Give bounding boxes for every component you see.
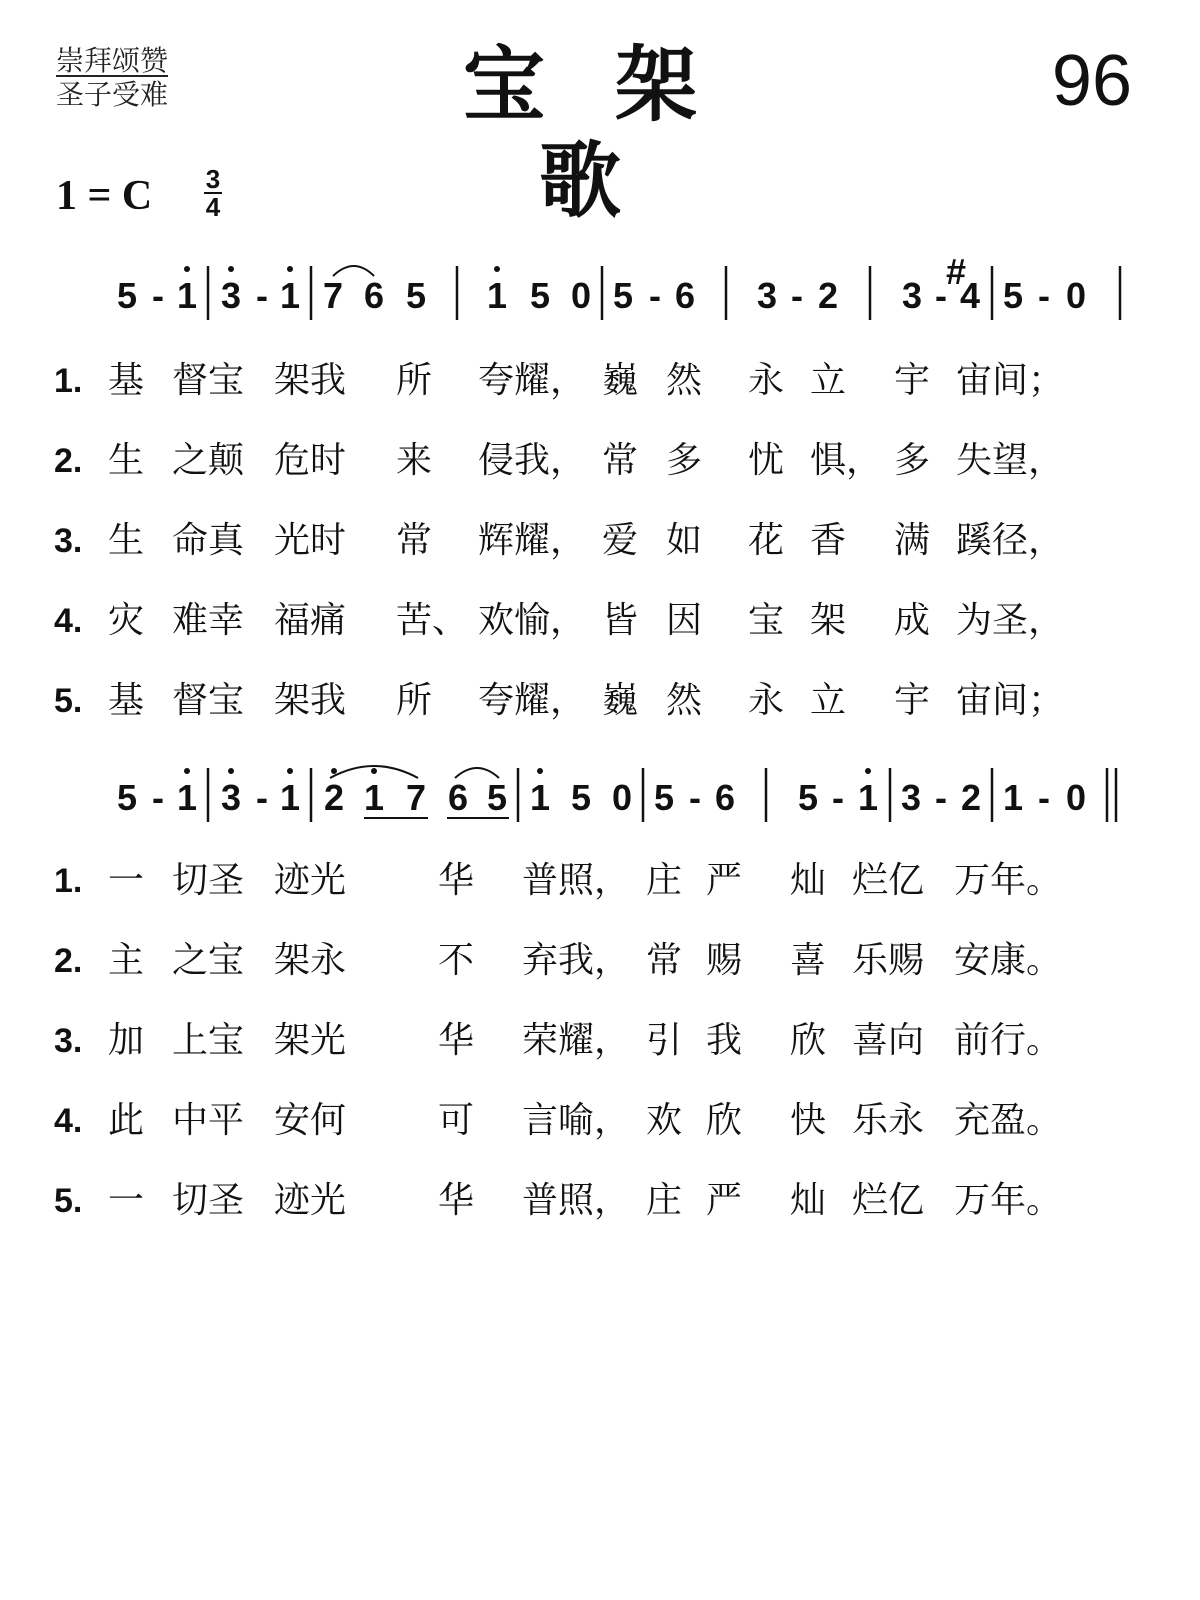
lyric-syllable: 乐赐 xyxy=(852,940,925,981)
lyric-syllable: 督宝 xyxy=(172,680,245,721)
note: 5 xyxy=(116,777,138,818)
verse-number: 1. xyxy=(54,362,83,400)
lyric-syllable: 督宝 xyxy=(172,360,245,401)
note: 2 xyxy=(960,777,982,818)
lyric-syllable: 弃我， xyxy=(522,940,631,981)
lyric-syllable: 严 xyxy=(706,860,743,901)
lyric-syllable: 灿 xyxy=(790,860,827,901)
note: 6 xyxy=(714,777,736,818)
lyric-syllable: 光时 xyxy=(274,520,347,561)
lyric-syllable: 多 xyxy=(894,440,931,481)
lyric-syllable: 欢愉， xyxy=(478,600,587,641)
note: 5 xyxy=(529,275,551,316)
lyric-syllable: 常 xyxy=(396,520,433,561)
lyric-syllable: 荣耀， xyxy=(522,1020,631,1061)
lyric-syllable: 架我 xyxy=(274,680,347,721)
lyric-syllable: 灾 xyxy=(108,600,145,641)
lyric-syllable: 宙间； xyxy=(956,360,1065,401)
verse-number: 2. xyxy=(54,442,83,480)
lyric-syllable: 引 xyxy=(646,1020,683,1061)
verse-number: 3. xyxy=(54,522,83,560)
lyric-syllable: 蹊径， xyxy=(956,520,1065,561)
lyric-syllable: 万年。 xyxy=(954,1180,1063,1221)
lyric-syllable: 华 xyxy=(438,1020,475,1061)
lyric-syllable: 永 xyxy=(748,360,785,401)
lyric-syllable: 立 xyxy=(810,680,847,721)
lyric-syllable: 命真 xyxy=(172,520,245,561)
lyric-syllable: 架光 xyxy=(274,1020,347,1061)
note: 5 xyxy=(797,777,819,818)
note: 7 xyxy=(405,777,427,818)
dash-note: - xyxy=(649,275,661,316)
note: 1 xyxy=(279,777,301,818)
lyric-syllable: 所 xyxy=(396,680,433,721)
lyric-syllable: 严 xyxy=(706,1180,743,1221)
lyric-syllable: 赐 xyxy=(706,940,743,981)
note: 3 xyxy=(901,275,923,316)
note: 4 xyxy=(959,275,981,316)
lyric-syllable: 万年。 xyxy=(954,860,1063,901)
dash-note: - xyxy=(256,777,268,818)
lyric-syllable: 庄 xyxy=(646,860,683,901)
note: 1 xyxy=(176,275,198,316)
lyric-syllable: 乐永 xyxy=(852,1100,925,1141)
octave-dot xyxy=(184,266,190,272)
dash-note: - xyxy=(791,275,803,316)
lyric-syllable: 不 xyxy=(438,940,475,981)
note: 6 xyxy=(447,777,469,818)
dash-note: - xyxy=(256,275,268,316)
octave-dot xyxy=(228,266,234,272)
note: 5 xyxy=(570,777,592,818)
note: 0 xyxy=(570,275,592,316)
octave-dot xyxy=(287,266,293,272)
lyric-syllable: 常 xyxy=(602,440,639,481)
lyric-syllable: 生 xyxy=(108,520,145,561)
lyric-syllable: 皆 xyxy=(602,600,639,641)
lyric-syllable: 欣 xyxy=(706,1100,743,1141)
lyric-syllable: 苦、 xyxy=(396,600,469,641)
lyric-syllable: 忧 xyxy=(748,440,785,481)
lyric-syllable: 可 xyxy=(438,1100,475,1141)
note: 7 xyxy=(322,275,344,316)
sharp-accidental: # xyxy=(945,251,967,292)
octave-dot xyxy=(494,266,500,272)
note: 1 xyxy=(486,275,508,316)
note: 5 xyxy=(653,777,675,818)
note: 6 xyxy=(363,275,385,316)
lyric-syllable: 基 xyxy=(108,680,145,721)
notation-staff-2 xyxy=(0,752,1200,842)
lyric-syllable: 满 xyxy=(894,520,931,561)
note: 3 xyxy=(220,275,242,316)
octave-dot xyxy=(331,768,337,774)
lyric-syllable: 一 xyxy=(108,1180,145,1221)
lyric-syllable: 欣 xyxy=(790,1020,827,1061)
dash-note: - xyxy=(1038,777,1050,818)
lyric-syllable: 失望， xyxy=(956,440,1065,481)
lyric-syllable: 普照， xyxy=(522,1180,631,1221)
lyric-syllable: 架永 xyxy=(274,940,347,981)
note: 3 xyxy=(900,777,922,818)
verse-number: 2. xyxy=(54,942,83,980)
dash-note: - xyxy=(935,275,947,316)
lyric-syllable: 宝 xyxy=(748,600,785,641)
lyric-syllable: 切圣 xyxy=(172,1180,245,1221)
lyric-syllable: 喜向 xyxy=(852,1020,925,1061)
time-signature-bottom: 4 xyxy=(205,192,221,222)
lyric-syllable: 烂亿 xyxy=(852,1180,925,1221)
note: 2 xyxy=(817,275,839,316)
category-label-passion: 圣子受难 xyxy=(56,78,169,111)
lyric-syllable: 欢 xyxy=(646,1100,683,1141)
lyric-syllable: 宙间； xyxy=(956,680,1065,721)
key-signature: 1 = C xyxy=(56,173,153,219)
lyric-syllable: 巍 xyxy=(602,360,639,401)
lyric-syllable: 危时 xyxy=(274,440,347,481)
lyric-syllable: 前行。 xyxy=(954,1020,1063,1061)
lyric-syllable: 如 xyxy=(666,520,703,561)
note: 5 xyxy=(116,275,138,316)
lyric-syllable: 此 xyxy=(108,1100,145,1141)
lyric-syllable: 架 xyxy=(810,600,847,641)
lyric-syllable: 难幸 xyxy=(172,600,245,641)
lyric-syllable: 惧， xyxy=(810,440,883,481)
verse-number: 4. xyxy=(54,602,83,640)
note: 3 xyxy=(756,275,778,316)
lyric-syllable: 香 xyxy=(810,520,847,561)
lyric-syllable: 之颠 xyxy=(172,440,245,481)
lyric-syllable: 一 xyxy=(108,860,145,901)
note: 2 xyxy=(323,777,345,818)
lyric-syllable: 言喻， xyxy=(522,1100,631,1141)
note: 0 xyxy=(611,777,633,818)
lyric-syllable: 然 xyxy=(666,360,703,401)
dash-note: - xyxy=(152,275,164,316)
lyric-syllable: 普照， xyxy=(522,860,631,901)
dash-note: - xyxy=(152,777,164,818)
note: 1 xyxy=(279,275,301,316)
notation-staff-1 xyxy=(0,250,1200,340)
lyric-syllable: 夸耀， xyxy=(478,360,587,401)
lyric-syllable: 成 xyxy=(894,600,931,641)
note: 1 xyxy=(176,777,198,818)
note: 0 xyxy=(1065,275,1087,316)
note: 5 xyxy=(486,777,508,818)
lyric-syllable: 上宝 xyxy=(172,1020,245,1061)
lyric-syllable: 夸耀， xyxy=(478,680,587,721)
lyric-syllable: 华 xyxy=(438,1180,475,1221)
lyric-syllable: 辉耀， xyxy=(478,520,587,561)
lyric-syllable: 架我 xyxy=(274,360,347,401)
time-signature-top: 3 xyxy=(205,164,221,194)
lyric-syllable: 多 xyxy=(666,440,703,481)
hymn-number: 96 xyxy=(1051,41,1132,121)
hymn-title: 宝架歌 xyxy=(462,38,767,229)
lyric-syllable: 侵我， xyxy=(478,440,587,481)
note: 6 xyxy=(674,275,696,316)
lyric-syllable: 然 xyxy=(666,680,703,721)
lyric-syllable: 灿 xyxy=(790,1180,827,1221)
note: 5 xyxy=(405,275,427,316)
lyric-syllable: 宇 xyxy=(894,360,931,401)
octave-dot xyxy=(287,768,293,774)
lyric-syllable: 爱 xyxy=(602,520,639,561)
note: 5 xyxy=(1002,275,1024,316)
octave-dot xyxy=(184,768,190,774)
verse-number: 4. xyxy=(54,1102,83,1140)
note: 1 xyxy=(857,777,879,818)
dash-note: - xyxy=(689,777,701,818)
octave-dot xyxy=(371,768,377,774)
verse-number: 5. xyxy=(54,1182,83,1220)
lyric-syllable: 喜 xyxy=(790,940,827,981)
lyric-syllable: 充盈。 xyxy=(954,1100,1063,1141)
lyric-syllable: 庄 xyxy=(646,1180,683,1221)
lyric-syllable: 安何 xyxy=(274,1100,347,1141)
lyric-syllable: 永 xyxy=(748,680,785,721)
lyric-syllable: 主 xyxy=(108,940,145,981)
verse-number: 5. xyxy=(54,682,83,720)
category-label-worship: 崇拜颂赞 xyxy=(56,44,169,77)
octave-dot xyxy=(865,768,871,774)
octave-dot xyxy=(228,768,234,774)
lyric-syllable: 花 xyxy=(748,520,785,561)
lyric-syllable: 巍 xyxy=(602,680,639,721)
note: 0 xyxy=(1065,777,1087,818)
note: 1 xyxy=(529,777,551,818)
lyric-syllable: 福痛 xyxy=(274,600,347,641)
note: 3 xyxy=(220,777,242,818)
lyric-syllable: 常 xyxy=(646,940,683,981)
lyric-syllable: 因 xyxy=(666,600,703,641)
lyric-syllable: 加 xyxy=(108,1020,145,1061)
dash-note: - xyxy=(832,777,844,818)
verse-number: 3. xyxy=(54,1022,83,1060)
time-signature xyxy=(200,166,226,220)
dash-note: - xyxy=(935,777,947,818)
lyric-syllable: 安康。 xyxy=(954,940,1063,981)
lyric-syllable: 为圣， xyxy=(956,600,1065,641)
dash-note: - xyxy=(1038,275,1050,316)
lyric-syllable: 所 xyxy=(396,360,433,401)
lyric-syllable: 生 xyxy=(108,440,145,481)
lyric-syllable: 迹光 xyxy=(274,1180,347,1221)
lyric-syllable: 迹光 xyxy=(274,860,347,901)
note: 1 xyxy=(1002,777,1024,818)
lyric-syllable: 我 xyxy=(706,1020,743,1061)
note: 5 xyxy=(612,275,634,316)
lyric-syllable: 基 xyxy=(108,360,145,401)
lyric-syllable: 来 xyxy=(396,440,433,481)
lyric-syllable: 立 xyxy=(810,360,847,401)
lyric-syllable: 烂亿 xyxy=(852,860,925,901)
lyric-syllable: 宇 xyxy=(894,680,931,721)
lyric-syllable: 切圣 xyxy=(172,860,245,901)
lyric-syllable: 中平 xyxy=(172,1100,245,1141)
octave-dot xyxy=(537,768,543,774)
lyric-syllable: 快 xyxy=(790,1100,827,1141)
note: 1 xyxy=(363,777,385,818)
lyric-syllable: 华 xyxy=(438,860,475,901)
verse-number: 1. xyxy=(54,862,83,900)
lyric-syllable: 之宝 xyxy=(172,940,245,981)
